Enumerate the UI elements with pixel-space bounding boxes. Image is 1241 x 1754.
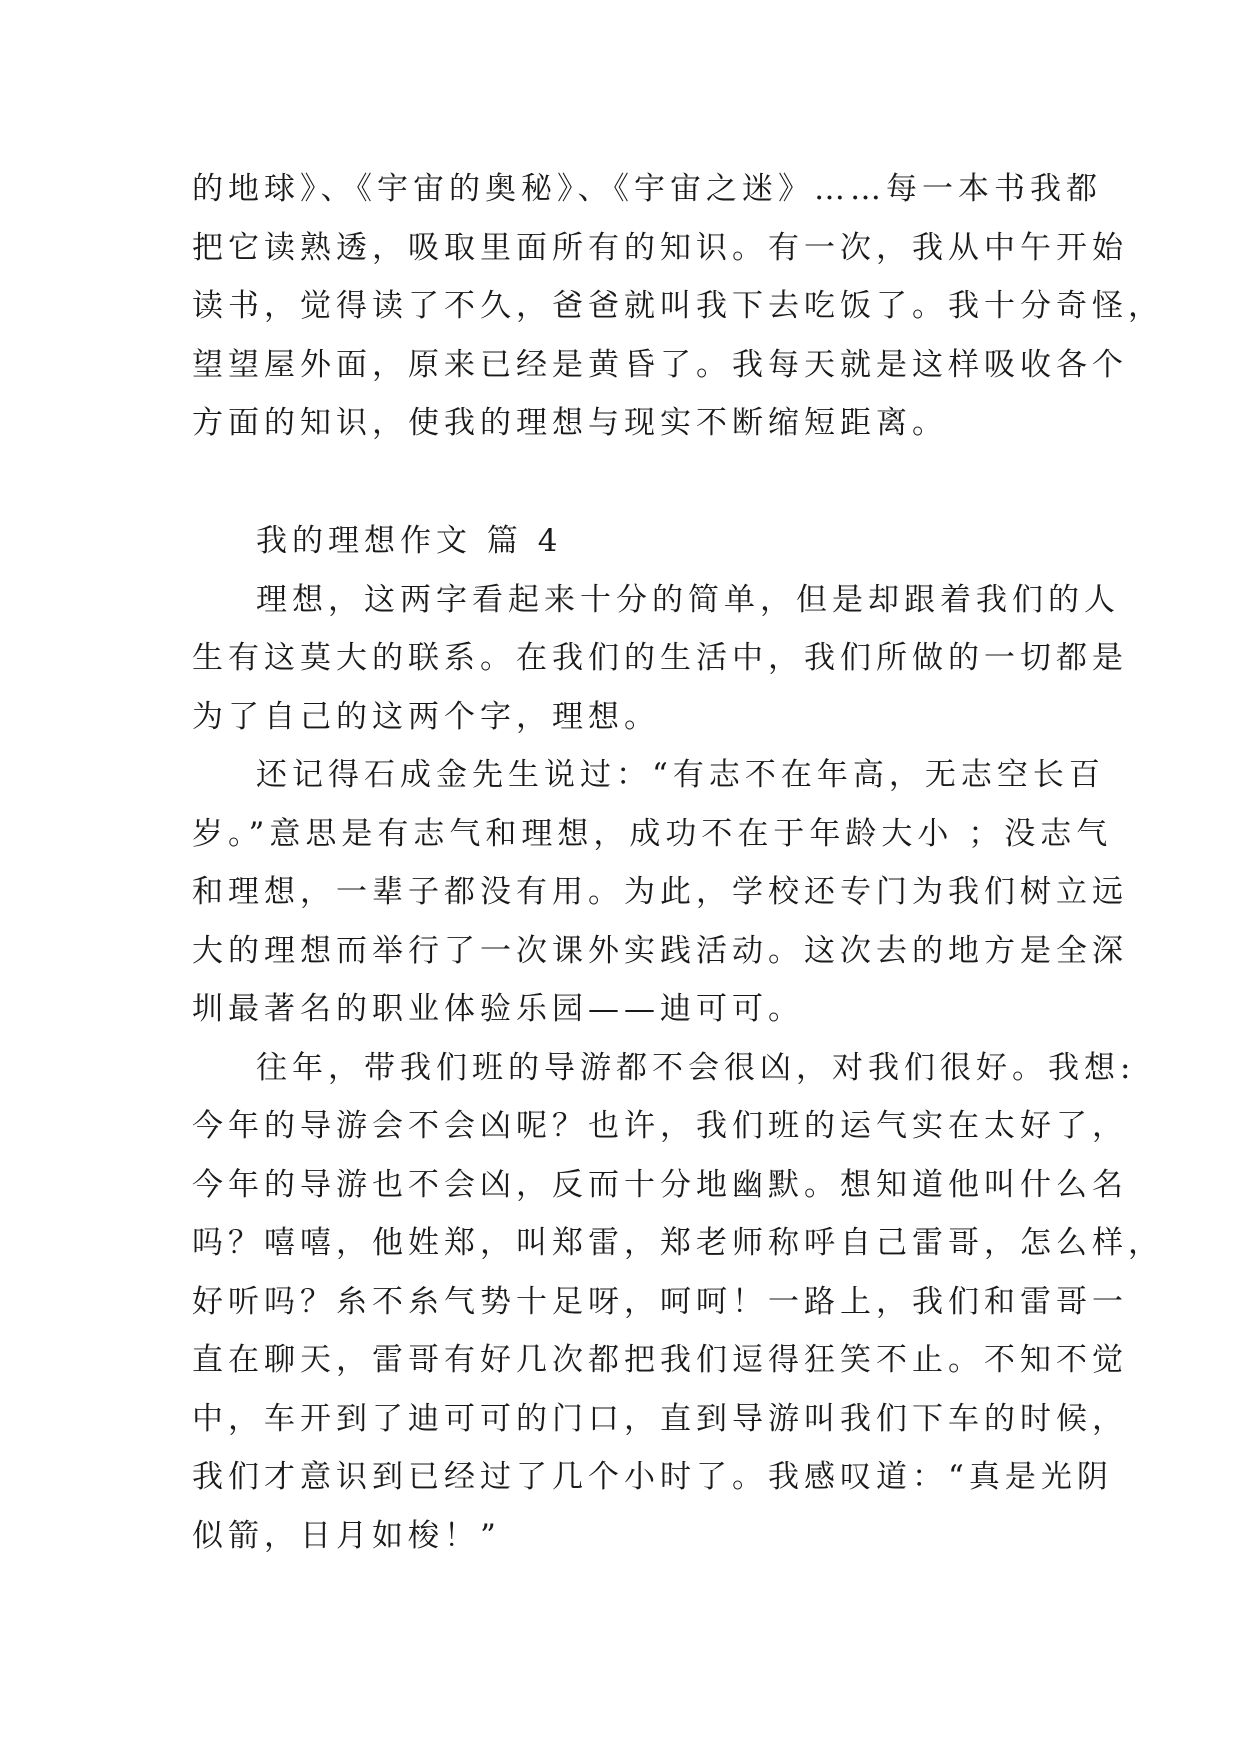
text-line: 理想，这两字看起来十分的简单，但是却跟着我们的人 [256,581,1120,618]
text-line: 大的理想而举行了一次课外实践活动。这次去的地方是全深 [192,932,1128,969]
paragraph-2 [192,746,1128,1039]
text-line: 好听吗？糸不糸气势十足呀，呵呵！一路上，我们和雷哥一 [192,1283,1128,1320]
text-line: 似箭，日月如梭！” [192,1517,501,1554]
essay-section [192,512,1164,1565]
text-line: 中，车开到了迪可可的门口，直到导游叫我们下车的时候， [192,1400,1128,1437]
continuation-paragraph [192,160,1164,453]
text-line: 今年的导游也不会凶，反而十分地幽默。想知道他叫什么名 [192,1166,1128,1203]
text-line: 吗？嘻嘻，他姓郑，叫郑雷，郑老师称呼自己雷哥，怎么样， [192,1225,1164,1261]
text-line: 和理想，一辈子都没有用。为此，学校还专门为我们树立远 [192,874,1128,910]
paragraph-1 [192,571,1128,747]
text-line: 往年，带我们班的导游都不会很凶，对我们很好。我想: [256,1049,1136,1086]
text-line: 今年的导游会不会凶呢？也许，我们班的运气实在太好了， [192,1108,1128,1144]
text-line: 读书，觉得读了不久，爸爸就叫我下去吃饭了。我十分奇怪， [192,288,1164,324]
text-line: 生有这莫大的联系。在我们的生活中，我们所做的一切都是 [192,640,1128,676]
text-line: 的地球》、《宇宙的奥秘》、《宇宙之迷》……每一本书我都 [192,171,1102,207]
paragraph-3 [192,1039,1164,1566]
text-line: 望望屋外面，原来已经是黄昏了。我每天就是这样吸收各个 [192,346,1128,383]
text-line: 直在聊天，雷哥有好几次都把我们逗得狂笑不止。不知不觉 [192,1342,1128,1378]
text-line: 我们才意识到已经过了几个小时了。我感叹道：“真是光阴 [192,1459,1113,1495]
text-line: 为了自己的这两个字，理想。 [192,698,660,735]
text-line: 岁。”意思是有志气和理想，成功不在于年龄大小 ；没志气 [192,815,1113,852]
section-heading: 我的理想作文 篇 4 [256,523,563,559]
text-line: 把它读熟透，吸取里面所有的知识。有一次，我从中午开始 [192,229,1128,266]
text-line: 方面的知识，使我的理想与现实不断缩短距离。 [192,405,948,441]
text-line: 还记得石成金先生说过：“有志不在年高，无志空长百 [256,757,1105,793]
text-line: 圳最著名的职业体验乐园——迪可可。 [192,991,804,1027]
